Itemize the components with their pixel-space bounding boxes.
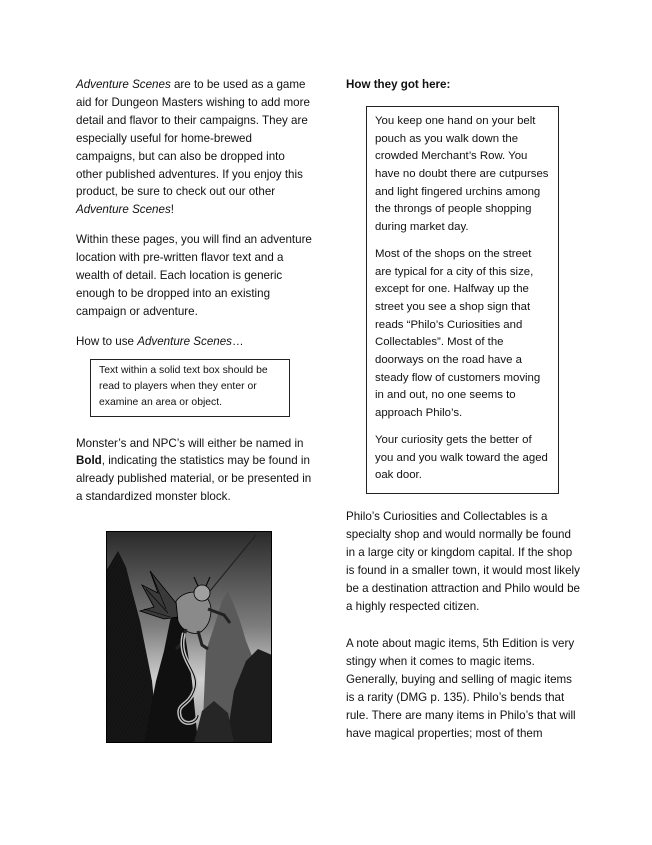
howto-prefix: How to use — [76, 334, 138, 348]
intro-title: Adventure Scenes — [76, 78, 171, 91]
shop-description-paragraph: Philo’s Curiosities and Collectables is a specialty shop and would normally be found in a large city or kingdom capital. If the shop is found in a smaller town, it would most likely be a destination attraction and Philo would be a highly respected citizen. — [346, 509, 580, 613]
monsters-prefix: Monster’s and NPC’s will either be named in — [76, 436, 304, 450]
intro-title-2: Adventure Scenes — [76, 203, 171, 217]
monsters-bold: Bold — [76, 454, 102, 468]
flavor-paragraph-3: Your curiosity gets the better of you and you walk toward the aged oak door. — [375, 433, 548, 482]
flavor-paragraph-1: You keep one hand on your belt pouch as you walk down the crowded Merchant’s Row. You have no doubt there are cutpurses and light fingered urchins among the throngs of people shopping during market day. — [375, 114, 549, 234]
right-column — [346, 76, 582, 755]
read-aloud-flavor-box — [366, 106, 559, 494]
howto-title: Adventure Scenes — [137, 334, 232, 348]
left-column — [76, 76, 314, 518]
intro-text: are to be used as a game aid for Dungeon Masters wishing to add more detail and flavor to their campaigns. They are especially useful for home-brewed campaigns, but can also be dropped into other published adventures. If you enjoy this product, be sure to check out our other — [76, 78, 310, 199]
flavor-paragraph-2: Most of the shops on the street are typical for a city of this size, except for one. Halfway up the street you see a shop sign that reads “Philo’s Curiosities and Collectables”. Most of the doorways on the road have a steady flow of customers moving in and out, no one seems to approach Philo’s. — [375, 247, 541, 420]
howto-paragraph — [76, 333, 314, 351]
monsters-suffix: , indicating the statistics may be found in already published material, or be presented in a standardized monster block. — [76, 454, 312, 504]
howto-suffix: … — [231, 334, 244, 348]
intro-paragraph — [76, 76, 314, 219]
intro-end: ! — [170, 203, 174, 217]
read-aloud-example-box — [90, 359, 290, 417]
within-paragraph: Within these pages, you will find an adventure location with pre-written flavor text and a wealth of detail. Each location is generic enough to be dropped into an existing campaign or adventure. — [76, 233, 312, 318]
monsters-paragraph — [76, 435, 314, 507]
read-aloud-note: Text within a solid text box should be read to players when they enter or examine an area or object. — [99, 364, 268, 409]
section-heading: How they got here: — [346, 78, 451, 91]
magic-items-paragraph: A note about magic items, 5th Edition is very stingy when it comes to magic items. Generally, buying and selling of magic items is a rarity (DMG p. 135). Philo’s bends that rule. There are many items in Philo’s that will have magical properties; most of them — [346, 637, 576, 740]
demon-engraving-illustration — [106, 531, 272, 743]
